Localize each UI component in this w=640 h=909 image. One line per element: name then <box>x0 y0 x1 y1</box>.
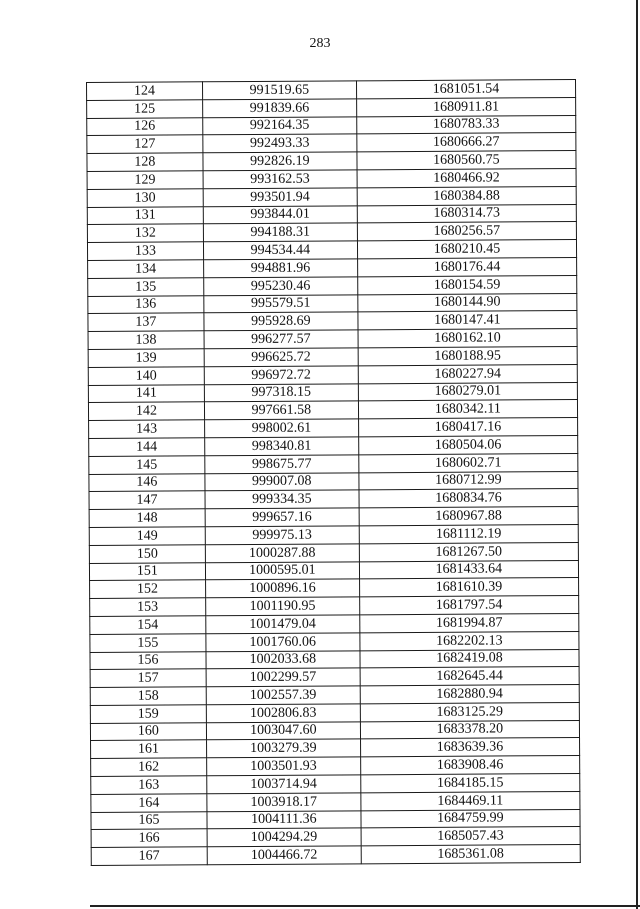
point-index-cell: 161 <box>91 740 207 759</box>
y-coordinate-cell: 1680188.95 <box>358 346 577 365</box>
y-coordinate-cell: 1680144.90 <box>358 293 577 312</box>
point-index-cell: 126 <box>87 117 203 136</box>
y-coordinate-cell: 1680504.06 <box>358 435 577 454</box>
x-coordinate-cell: 1000896.16 <box>205 579 359 598</box>
point-index-cell: 141 <box>88 384 204 403</box>
x-coordinate-cell: 1003047.60 <box>206 722 360 741</box>
x-coordinate-cell: 994881.96 <box>203 259 357 278</box>
x-coordinate-cell: 1001760.06 <box>206 633 360 652</box>
x-coordinate-cell: 1002033.68 <box>206 650 360 669</box>
y-coordinate-cell: 1682645.44 <box>360 667 579 686</box>
x-coordinate-cell: 992164.35 <box>203 116 357 135</box>
x-coordinate-cell: 999657.16 <box>205 508 359 527</box>
y-coordinate-cell: 1681267.50 <box>359 542 578 561</box>
x-coordinate-cell: 1004111.36 <box>207 811 361 830</box>
point-index-cell: 125 <box>87 100 203 119</box>
x-coordinate-cell: 992493.33 <box>203 134 357 153</box>
point-index-cell: 154 <box>90 616 206 635</box>
scan-edge-right <box>636 0 638 909</box>
y-coordinate-cell: 1680666.27 <box>357 133 576 152</box>
y-coordinate-cell: 1683908.46 <box>360 756 579 775</box>
point-index-cell: 165 <box>91 811 207 830</box>
point-index-cell: 132 <box>87 224 203 243</box>
y-coordinate-cell: 1680834.76 <box>359 489 578 508</box>
y-coordinate-cell: 1681051.54 <box>356 80 575 99</box>
x-coordinate-cell: 1003714.94 <box>207 775 361 794</box>
point-index-cell: 134 <box>88 260 204 279</box>
y-coordinate-cell: 1680314.73 <box>357 204 576 223</box>
x-coordinate-cell: 998340.81 <box>205 437 359 456</box>
point-index-cell: 138 <box>88 331 204 350</box>
x-coordinate-cell: 1004466.72 <box>207 846 361 865</box>
y-coordinate-cell: 1684185.15 <box>361 774 580 793</box>
x-coordinate-cell: 1001479.04 <box>206 615 360 634</box>
point-index-cell: 144 <box>89 438 205 457</box>
y-coordinate-cell: 1681433.64 <box>359 560 578 579</box>
y-coordinate-cell: 1683639.36 <box>360 738 579 757</box>
point-index-cell: 142 <box>88 402 204 421</box>
x-coordinate-cell: 994534.44 <box>203 241 357 260</box>
x-coordinate-cell: 1000287.88 <box>205 544 359 563</box>
x-coordinate-cell: 1002806.83 <box>206 704 360 723</box>
point-index-cell: 131 <box>87 206 203 225</box>
x-coordinate-cell: 995579.51 <box>204 294 358 313</box>
y-coordinate-cell: 1680911.81 <box>356 97 575 116</box>
y-coordinate-cell: 1680279.01 <box>358 382 577 401</box>
y-coordinate-cell: 1680602.71 <box>359 453 578 472</box>
x-coordinate-cell: 996277.57 <box>204 330 358 349</box>
x-coordinate-cell: 995928.69 <box>204 312 358 331</box>
point-index-cell: 156 <box>90 651 206 670</box>
point-index-cell: 139 <box>88 349 204 368</box>
x-coordinate-cell: 997318.15 <box>204 383 358 402</box>
x-coordinate-cell: 1004294.29 <box>207 828 361 847</box>
page-number: 283 <box>309 36 331 51</box>
point-index-cell: 136 <box>88 295 204 314</box>
y-coordinate-cell: 1680256.57 <box>357 222 576 241</box>
point-index-cell: 150 <box>89 544 205 563</box>
point-index-cell: 148 <box>89 509 205 528</box>
point-index-cell: 128 <box>87 153 203 172</box>
y-coordinate-cell: 1681610.39 <box>359 578 578 597</box>
point-index-cell: 130 <box>87 189 203 208</box>
y-coordinate-cell: 1680712.99 <box>359 471 578 490</box>
y-coordinate-cell: 1682880.94 <box>360 685 579 704</box>
point-index-cell: 164 <box>91 794 207 813</box>
point-index-cell: 155 <box>90 633 206 652</box>
x-coordinate-cell: 993844.01 <box>203 205 357 224</box>
point-index-cell: 149 <box>89 527 205 546</box>
x-coordinate-cell: 1001190.95 <box>206 597 360 616</box>
x-coordinate-cell: 997661.58 <box>204 401 358 420</box>
point-index-cell: 140 <box>88 367 204 386</box>
x-coordinate-cell: 996625.72 <box>204 348 358 367</box>
x-coordinate-cell: 991839.66 <box>202 99 356 118</box>
x-coordinate-cell: 1003918.17 <box>207 793 361 812</box>
x-coordinate-cell: 999007.08 <box>205 472 359 491</box>
x-coordinate-cell: 1000595.01 <box>205 561 359 580</box>
y-coordinate-cell: 1680154.59 <box>358 275 577 294</box>
y-coordinate-cell: 1684469.11 <box>361 791 580 810</box>
point-index-cell: 133 <box>87 242 203 261</box>
point-index-cell: 147 <box>89 491 205 510</box>
point-index-cell: 146 <box>89 473 205 492</box>
table-row <box>91 845 580 866</box>
y-coordinate-cell: 1680227.94 <box>358 364 577 383</box>
point-index-cell: 157 <box>90 669 206 688</box>
point-index-cell: 143 <box>89 420 205 439</box>
y-coordinate-cell: 1682419.08 <box>360 649 579 668</box>
y-coordinate-cell: 1680162.10 <box>358 329 577 348</box>
y-coordinate-cell: 1680967.88 <box>359 507 578 526</box>
y-coordinate-cell: 1680783.33 <box>357 115 576 134</box>
point-index-cell: 152 <box>90 580 206 599</box>
x-coordinate-cell: 991519.65 <box>202 81 356 100</box>
point-index-cell: 159 <box>90 705 206 724</box>
point-index-cell: 135 <box>88 278 204 297</box>
x-coordinate-cell: 1002557.39 <box>206 686 360 705</box>
x-coordinate-cell: 1003279.39 <box>206 739 360 758</box>
x-coordinate-cell: 993162.53 <box>203 170 357 189</box>
point-index-cell: 137 <box>88 313 204 332</box>
y-coordinate-cell: 1681994.87 <box>360 613 579 632</box>
x-coordinate-cell: 1002299.57 <box>206 668 360 687</box>
x-coordinate-cell: 998675.77 <box>205 455 359 474</box>
y-coordinate-cell: 1683378.20 <box>360 720 579 739</box>
y-coordinate-cell: 1682202.13 <box>360 631 579 650</box>
scan-edge-bottom <box>90 905 640 907</box>
y-coordinate-cell: 1684759.99 <box>361 809 580 828</box>
y-coordinate-cell: 1685057.43 <box>361 827 580 846</box>
x-coordinate-cell: 998002.61 <box>204 419 358 438</box>
point-index-cell: 153 <box>90 598 206 617</box>
coordinate-table-body <box>87 80 581 866</box>
y-coordinate-cell: 1680147.41 <box>358 311 577 330</box>
y-coordinate-cell: 1680176.44 <box>357 257 576 276</box>
y-coordinate-cell: 1680560.75 <box>357 151 576 170</box>
x-coordinate-cell: 995230.46 <box>204 277 358 296</box>
y-coordinate-cell: 1680417.16 <box>358 418 577 437</box>
point-index-cell: 145 <box>89 456 205 475</box>
x-coordinate-cell: 999334.35 <box>205 490 359 509</box>
y-coordinate-cell: 1681797.54 <box>359 596 578 615</box>
x-coordinate-cell: 994188.31 <box>203 223 357 242</box>
coordinate-table <box>86 79 581 866</box>
y-coordinate-cell: 1681112.19 <box>359 524 578 543</box>
y-coordinate-cell: 1685361.08 <box>361 845 580 864</box>
point-index-cell: 127 <box>87 135 203 154</box>
y-coordinate-cell: 1680342.11 <box>358 400 577 419</box>
point-index-cell: 129 <box>87 171 203 190</box>
x-coordinate-cell: 993501.94 <box>203 188 357 207</box>
point-index-cell: 166 <box>91 829 207 848</box>
y-coordinate-cell: 1683125.29 <box>360 702 579 721</box>
x-coordinate-cell: 1003501.93 <box>206 757 360 776</box>
x-coordinate-cell: 999975.13 <box>205 526 359 545</box>
point-index-cell: 151 <box>89 562 205 581</box>
point-index-cell: 158 <box>90 687 206 706</box>
y-coordinate-cell: 1680384.88 <box>357 186 576 205</box>
point-index-cell: 124 <box>87 82 203 101</box>
x-coordinate-cell: 992826.19 <box>203 152 357 171</box>
y-coordinate-cell: 1680210.45 <box>357 240 576 259</box>
point-index-cell: 160 <box>90 722 206 741</box>
point-index-cell: 162 <box>91 758 207 777</box>
point-index-cell: 167 <box>91 847 207 866</box>
y-coordinate-cell: 1680466.92 <box>357 168 576 187</box>
point-index-cell: 163 <box>91 776 207 795</box>
x-coordinate-cell: 996972.72 <box>204 366 358 385</box>
